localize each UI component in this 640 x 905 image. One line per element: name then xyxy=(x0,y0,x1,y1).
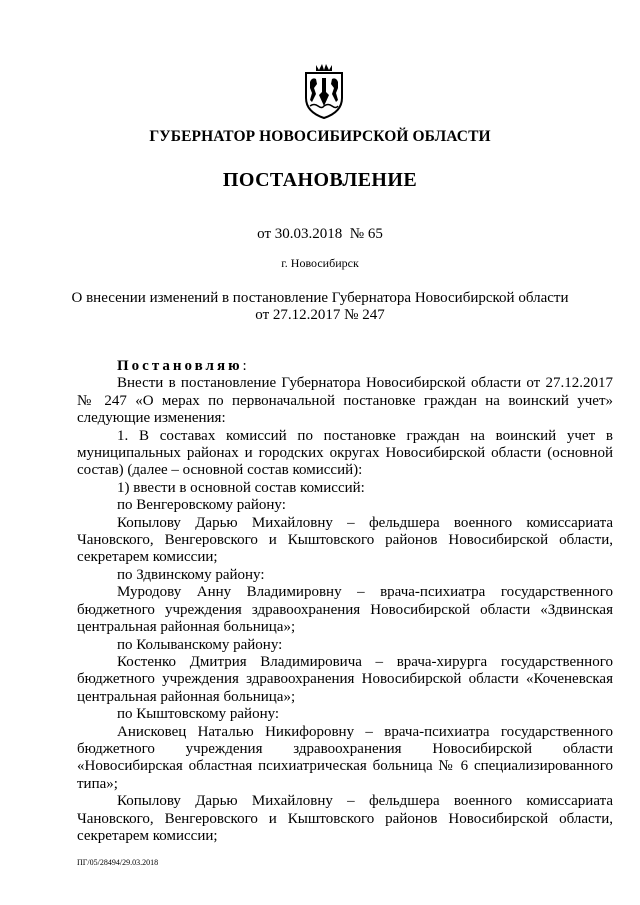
body-paragraph: Внести в постановление Губернатора Новосибирской области от 27.12.2017 № 247 «О мерах по первоначальной постановке граждан на воинский учет» следующие изменения: xyxy=(77,375,613,427)
body-paragraph: 1. В составах комиссий по постановке граждан на воинский учет в муниципальных районах и городских округах Новосибирской области (основной состав) (далее – основной состав комиссий): xyxy=(77,427,613,479)
document-city: г. Новосибирск xyxy=(281,256,359,270)
body-paragraph: Муродову Анну Владимировну – врача-психиатра государственного бюджетного учреждения здравоохранения Новосибирской области «Здвинская центральная районная больница»; xyxy=(77,584,613,636)
resolve-heading xyxy=(77,358,613,375)
issuer-title: ГУБЕРНАТОР НОВОСИБИРСКОЙ ОБЛАСТИ xyxy=(149,128,491,145)
resolve-colon: : xyxy=(242,358,247,374)
coat-of-arms-icon xyxy=(302,62,346,120)
document-type: ПОСТАНОВЛЕНИЕ xyxy=(222,169,418,191)
document-subject xyxy=(60,290,580,324)
resolve-word: Постановляю xyxy=(117,358,243,374)
subject-line-2: от 27.12.2017 № 247 xyxy=(255,307,385,323)
document-body xyxy=(77,358,613,845)
body-paragraph: Копылову Дарью Михайловну – фельдшера военного комиссариата Чановского, Венгеровского и Кыштовского районов Новосибирской области, секретарем комиссии; xyxy=(77,514,613,566)
subject-line-1: О внесении изменений в постановление Губернатора Новосибирской области xyxy=(71,290,569,306)
body-paragraph: по Венгеровскому району: xyxy=(117,497,286,514)
body-paragraph: Копылову Дарью Михайловну – фельдшера военного комиссариата Чановского, Венгеровского и Кыштовского районов Новосибирской области, секретарем комиссии; xyxy=(77,793,613,844)
body-paragraph: Анисковец Наталью Никифоровну – врача-психиатра государственного бюджетного учреждения здравоохранения Новосибирской области «Новосибирская областная психиатрическая больница № 6 специализированного типа»; xyxy=(77,723,613,792)
document-footer-code: ПГ/05/28494/29.03.2018 xyxy=(77,858,159,867)
document-date-number: от 30.03.2018 № 65 xyxy=(257,226,383,242)
body-paragraph: по Колыванскому району: xyxy=(117,636,283,653)
body-paragraph: по Здвинскому району: xyxy=(117,566,265,583)
body-paragraph: по Кыштовскому району: xyxy=(117,706,280,723)
body-paragraph: Костенко Дмитрия Владимировича – врача-хирурга государственного бюджетного учреждения здравоохранения Новосибирской области «Коченевская центральная районная больница»; xyxy=(77,653,613,705)
body-paragraph: 1) ввести в основной состав комиссий: xyxy=(117,479,365,496)
